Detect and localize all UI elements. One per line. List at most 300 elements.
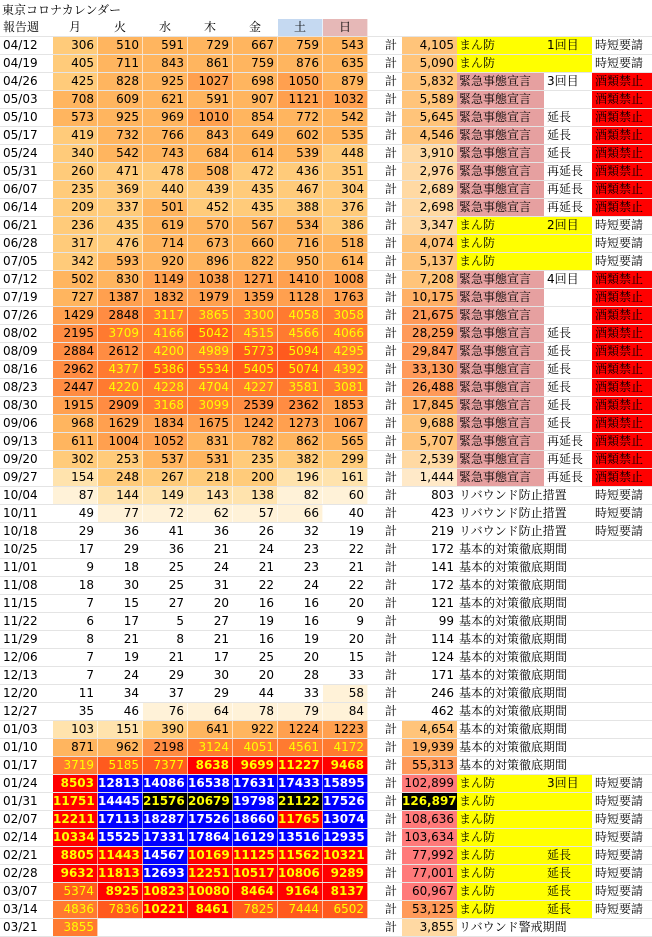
- day-count: 660: [233, 235, 278, 252]
- day-count: 12935: [323, 829, 368, 846]
- day-count: 36: [143, 541, 188, 558]
- week-total: 171: [402, 667, 457, 684]
- day-count: 4172: [323, 739, 368, 756]
- total-label: 計: [384, 542, 397, 556]
- measure-status: 緊急事態宣言: [457, 469, 544, 486]
- week-total: 102,899: [402, 775, 457, 792]
- measure-phase: [544, 739, 592, 756]
- week-date: 05/03: [3, 92, 38, 106]
- day-count: 925: [98, 109, 143, 126]
- table-row: [0, 163, 652, 181]
- day-count: 4200: [143, 343, 188, 360]
- day-count: 77: [98, 505, 143, 522]
- day-count: 35: [53, 703, 98, 720]
- day-count: 1979: [188, 289, 233, 306]
- day-count: 1008: [323, 271, 368, 288]
- day-count: 2848: [98, 307, 143, 324]
- measure-phase: [544, 523, 592, 540]
- day-count: 8137: [323, 883, 368, 900]
- day-count: 235: [53, 181, 98, 198]
- measure-status: 緊急事態宣言: [457, 73, 544, 90]
- day-count: 23: [278, 559, 323, 576]
- week-total: 3,855: [402, 919, 457, 936]
- table-row: [0, 577, 652, 595]
- day-count: 16538: [188, 775, 233, 792]
- day-count: 1834: [143, 415, 188, 432]
- day-count: 31: [188, 577, 233, 594]
- day-count: 968: [53, 415, 98, 432]
- day-count: 602: [278, 127, 323, 144]
- table-row: [0, 145, 652, 163]
- week-total: 60,967: [402, 883, 457, 900]
- total-label: 計: [384, 416, 397, 430]
- day-count: 44: [233, 685, 278, 702]
- measure-phase: 延長: [547, 326, 572, 340]
- day-count: 11227: [278, 757, 323, 774]
- business-request: 酒類禁止: [592, 379, 652, 396]
- week-date: 10/04: [3, 488, 38, 502]
- table-row: [0, 739, 652, 757]
- total-label: 計: [384, 884, 397, 898]
- day-count: 5405: [233, 361, 278, 378]
- measure-status: まん防: [457, 883, 544, 900]
- day-count: 5374: [53, 883, 98, 900]
- day-count: 342: [53, 253, 98, 270]
- table-row: [0, 721, 652, 739]
- week-total: 4,074: [402, 235, 457, 252]
- week-date: 05/17: [3, 128, 38, 142]
- week-date: 09/20: [3, 452, 38, 466]
- total-label: 計: [384, 902, 397, 916]
- total-label: 計: [384, 506, 397, 520]
- week-total: 26,488: [402, 379, 457, 396]
- day-count: 543: [323, 37, 368, 54]
- day-count: 10169: [188, 847, 233, 864]
- table-row: [0, 325, 652, 343]
- day-count: 1052: [143, 433, 188, 450]
- day-count: 29: [188, 685, 233, 702]
- day-count: 478: [143, 163, 188, 180]
- day-count: 8: [143, 631, 188, 648]
- day-count: 12813: [98, 775, 143, 792]
- business-request: 酒類禁止: [592, 163, 652, 180]
- business-request: 時短要請: [595, 254, 644, 268]
- day-count: 7825: [233, 901, 278, 918]
- table-row: [0, 451, 652, 469]
- business-request: 時短要請: [595, 218, 644, 232]
- business-request: [592, 649, 652, 666]
- day-count: 20679: [188, 793, 233, 810]
- day-count: 11751: [53, 793, 98, 810]
- day-count: 405: [53, 55, 98, 72]
- day-count: 425: [53, 73, 98, 90]
- day-count: 3124: [188, 739, 233, 756]
- week-date: 08/09: [3, 344, 38, 358]
- week-total: 29,847: [402, 343, 457, 360]
- business-request: 時短要請: [595, 236, 644, 250]
- business-request: [592, 703, 652, 720]
- day-count: 20: [188, 595, 233, 612]
- business-request: 時短要請: [595, 866, 644, 880]
- day-count: 1004: [98, 433, 143, 450]
- business-request: 酒類禁止: [592, 469, 652, 486]
- day-count: 7: [53, 595, 98, 612]
- day-count: 236: [53, 217, 98, 234]
- business-request: 酒類禁止: [592, 397, 652, 414]
- day-count: 471: [98, 163, 143, 180]
- day-count: 267: [143, 469, 188, 486]
- total-label: 計: [384, 722, 397, 736]
- day-count: 502: [53, 271, 98, 288]
- day-count: 28: [278, 667, 323, 684]
- day-count: 4377: [98, 361, 143, 378]
- header-row: [0, 19, 652, 37]
- week-total: 5,645: [402, 109, 457, 126]
- business-request: 酒類禁止: [592, 127, 652, 144]
- measure-phase: 延長: [544, 901, 592, 918]
- week-date: 05/24: [3, 146, 38, 160]
- day-count: 920: [143, 253, 188, 270]
- table-row: [0, 649, 652, 667]
- total-label: 計: [384, 362, 397, 376]
- measure-status: 緊急事態宣言: [457, 271, 544, 288]
- day-count: 299: [323, 451, 368, 468]
- measure-status: リバウンド防止措置: [459, 506, 567, 520]
- day-count: 248: [98, 469, 143, 486]
- day-count: 15: [98, 595, 143, 612]
- measure-status: まん防: [457, 253, 544, 270]
- measure-phase: 延長: [547, 398, 572, 412]
- day-count: 831: [188, 433, 233, 450]
- table-row: [0, 667, 652, 685]
- day-count: 29: [53, 523, 98, 540]
- day-count: 144: [98, 487, 143, 504]
- measure-phase: [544, 649, 592, 666]
- day-count: 1149: [143, 271, 188, 288]
- business-request: 酒類禁止: [592, 271, 652, 288]
- week-date: 10/25: [3, 542, 38, 556]
- measure-status: 緊急事態宣言: [457, 307, 544, 324]
- day-count: 76: [143, 703, 188, 720]
- table-row: [0, 685, 652, 703]
- week-total: 219: [402, 523, 457, 540]
- measure-phase: [544, 541, 592, 558]
- business-request: 酒類禁止: [592, 361, 652, 378]
- day-count: 17433: [278, 775, 323, 792]
- total-label: 計: [384, 254, 397, 268]
- day-count: 18660: [233, 811, 278, 828]
- day-count: 14086: [143, 775, 188, 792]
- day-count: 21122: [278, 793, 323, 810]
- day-count: 79: [278, 703, 323, 720]
- measure-phase: 延長: [547, 344, 572, 358]
- day-count: 9699: [233, 757, 278, 774]
- week-date: 06/14: [3, 200, 38, 214]
- day-count: 8461: [188, 901, 233, 918]
- total-label: 計: [384, 164, 397, 178]
- measure-phase: [544, 577, 592, 594]
- day-count: 388: [278, 199, 323, 216]
- business-request: 酒類禁止: [592, 73, 652, 90]
- day-count: 614: [233, 145, 278, 162]
- week-date: 08/23: [3, 380, 38, 394]
- business-request: 時短要請: [595, 488, 644, 502]
- business-request: [592, 739, 652, 756]
- day-count: 9: [323, 613, 368, 630]
- day-count: 3099: [188, 397, 233, 414]
- week-date: 04/26: [3, 74, 38, 88]
- day-count: 12251: [188, 865, 233, 882]
- day-count: 5042: [188, 325, 233, 342]
- day-count: 17526: [188, 811, 233, 828]
- header-day-sun: 日: [323, 19, 368, 36]
- sheet-title: 東京コロナカレンダー: [2, 3, 121, 17]
- day-count: 5074: [278, 361, 323, 378]
- day-count: 15: [323, 649, 368, 666]
- week-total: 2,689: [402, 181, 457, 198]
- day-count: 2962: [53, 361, 98, 378]
- week-date: 12/13: [3, 668, 38, 682]
- measure-status: 基本的対策徹底期間: [459, 758, 568, 772]
- measure-phase: [544, 919, 592, 936]
- measure-phase: 2回目: [544, 217, 592, 234]
- total-label: 計: [384, 578, 397, 592]
- table-row: [0, 361, 652, 379]
- measure-status: 基本的対策徹底期間: [459, 650, 568, 664]
- day-count: 2195: [53, 325, 98, 342]
- day-count: 304: [323, 181, 368, 198]
- day-count: 19: [98, 649, 143, 666]
- day-count: 9289: [323, 865, 368, 882]
- day-count: 10221: [143, 901, 188, 918]
- measure-status: 基本的対策徹底期間: [459, 632, 568, 646]
- day-count: 337: [98, 199, 143, 216]
- total-label: 計: [384, 56, 397, 70]
- table-row: [0, 217, 652, 235]
- measure-phase: [544, 559, 592, 576]
- day-count: 154: [53, 469, 98, 486]
- week-total: 126,897: [402, 794, 457, 808]
- day-count: 15525: [98, 829, 143, 846]
- measure-phase: 延長: [547, 146, 572, 160]
- week-total: 1,444: [402, 469, 457, 486]
- day-count: 64: [188, 703, 233, 720]
- day-count: 20: [278, 649, 323, 666]
- day-count: 537: [143, 451, 188, 468]
- business-request: 時短要請: [595, 884, 644, 898]
- day-count: 7: [53, 649, 98, 666]
- day-count: 876: [278, 55, 323, 72]
- measure-status: リバウンド防止措置: [459, 488, 567, 502]
- week-date: 12/20: [3, 686, 38, 700]
- day-count: 2447: [53, 379, 98, 396]
- day-count: 11765: [278, 811, 323, 828]
- measure-phase: [544, 757, 592, 774]
- week-total: 55,313: [402, 757, 457, 774]
- measure-phase: 延長: [547, 362, 572, 376]
- day-count: 3709: [98, 325, 143, 342]
- day-count: [233, 919, 278, 936]
- day-count: 8925: [98, 883, 143, 900]
- total-label: 計: [384, 812, 397, 826]
- measure-phase: [544, 253, 592, 270]
- day-count: 1675: [188, 415, 233, 432]
- day-count: 49: [53, 505, 98, 522]
- day-count: 567: [233, 217, 278, 234]
- day-count: 16: [233, 595, 278, 612]
- week-total: 114: [402, 631, 457, 648]
- week-total: 19,939: [402, 739, 457, 756]
- week-date: 07/12: [3, 272, 38, 286]
- business-request: 時短要請: [595, 776, 644, 790]
- day-count: 476: [98, 235, 143, 252]
- day-count: 518: [323, 235, 368, 252]
- day-count: 435: [233, 181, 278, 198]
- day-count: 10321: [323, 847, 368, 864]
- total-label: 計: [384, 38, 397, 52]
- measure-phase: 4回目: [547, 272, 579, 286]
- week-total: 121: [402, 595, 457, 612]
- week-total: 5,137: [402, 253, 457, 270]
- measure-phase: [544, 631, 592, 648]
- day-count: 472: [233, 163, 278, 180]
- business-request: 時短要請: [595, 524, 644, 538]
- day-count: 539: [278, 145, 323, 162]
- table-row: [0, 253, 652, 271]
- total-label: 計: [384, 182, 397, 196]
- week-total: 2,976: [402, 163, 457, 180]
- business-request: 時短要請: [595, 902, 644, 916]
- measure-status: 緊急事態宣言: [457, 181, 544, 198]
- week-date: 01/10: [3, 740, 38, 754]
- day-count: 1121: [278, 91, 323, 108]
- measure-phase: 延長: [547, 416, 572, 430]
- day-count: 1832: [143, 289, 188, 306]
- business-request: [592, 559, 652, 576]
- day-count: 260: [53, 163, 98, 180]
- day-count: 435: [233, 199, 278, 216]
- table-row: [0, 487, 652, 505]
- day-count: 16: [278, 595, 323, 612]
- table-row: [0, 541, 652, 559]
- measure-phase: [544, 829, 592, 846]
- week-total: 141: [402, 559, 457, 576]
- week-date: 11/22: [3, 614, 38, 628]
- day-count: 591: [143, 37, 188, 54]
- business-request: [592, 757, 652, 774]
- business-request: 酒類禁止: [592, 145, 652, 162]
- table-row: [0, 343, 652, 361]
- measure-phase: 延長: [547, 128, 572, 142]
- header-day-mon: 月: [53, 19, 98, 36]
- business-request: 時短要請: [595, 38, 644, 52]
- measure-phase: 再延長: [547, 452, 584, 466]
- week-date: 07/05: [3, 254, 38, 268]
- day-count: 1429: [53, 307, 98, 324]
- week-total: 99: [402, 613, 457, 630]
- header-day-sat: 土: [278, 19, 323, 36]
- week-date: 08/30: [3, 398, 38, 412]
- day-count: 3719: [53, 757, 98, 774]
- day-count: 22: [233, 577, 278, 594]
- day-count: 619: [143, 217, 188, 234]
- day-count: 84: [323, 703, 368, 720]
- day-count: 922: [233, 721, 278, 738]
- day-count: 351: [323, 163, 368, 180]
- day-count: 614: [323, 253, 368, 270]
- total-label: 計: [384, 776, 397, 790]
- table-row: [0, 199, 652, 217]
- day-count: 17: [98, 613, 143, 630]
- day-count: 40: [323, 505, 368, 522]
- day-count: 3300: [233, 307, 278, 324]
- day-count: 436: [278, 163, 323, 180]
- day-count: 57: [233, 505, 278, 522]
- day-count: 4066: [323, 325, 368, 342]
- table-row: [0, 73, 652, 91]
- measure-status: 緊急事態宣言: [457, 91, 544, 108]
- measure-status: 緊急事態宣言: [457, 343, 544, 360]
- day-count: 382: [278, 451, 323, 468]
- table-row: [0, 271, 652, 289]
- measure-status: 緊急事態宣言: [457, 127, 544, 144]
- day-count: 861: [188, 55, 233, 72]
- measure-phase: [544, 793, 592, 810]
- day-count: 4058: [278, 307, 323, 324]
- day-count: 218: [188, 469, 233, 486]
- day-count: 14445: [98, 793, 143, 810]
- day-count: 8805: [53, 847, 98, 864]
- day-count: 17631: [233, 775, 278, 792]
- day-count: 822: [233, 253, 278, 270]
- week-total: 423: [402, 505, 457, 522]
- day-count: 534: [278, 217, 323, 234]
- week-date: 06/07: [3, 182, 38, 196]
- day-count: 17: [53, 541, 98, 558]
- day-count: 10823: [143, 883, 188, 900]
- day-count: 10517: [233, 865, 278, 882]
- day-count: 843: [143, 55, 188, 72]
- week-date: 01/03: [3, 722, 38, 736]
- total-label: 計: [384, 488, 397, 502]
- measure-status: まん防: [457, 847, 544, 864]
- day-count: 711: [98, 55, 143, 72]
- day-count: 4836: [53, 901, 98, 918]
- calendar-table: [0, 19, 652, 937]
- measure-phase: 再延長: [547, 182, 584, 196]
- day-count: 4704: [188, 379, 233, 396]
- table-row: [0, 883, 652, 901]
- day-count: 4051: [233, 739, 278, 756]
- week-total: 10,175: [402, 289, 457, 306]
- day-count: 11813: [98, 865, 143, 882]
- measure-status: 緊急事態宣言: [457, 145, 544, 162]
- measure-status: まん防: [457, 901, 544, 918]
- week-date: 07/19: [3, 290, 38, 304]
- total-label: 計: [384, 290, 397, 304]
- measure-phase: [544, 55, 592, 72]
- business-request: 時短要請: [595, 830, 644, 844]
- day-count: 18: [53, 577, 98, 594]
- business-request: 時短要請: [595, 794, 644, 808]
- week-total: 4,546: [402, 127, 457, 144]
- day-count: 448: [323, 145, 368, 162]
- day-count: 24: [278, 577, 323, 594]
- week-date: 05/31: [3, 164, 38, 178]
- table-row: [0, 307, 652, 325]
- total-label: 計: [384, 344, 397, 358]
- week-date: 11/29: [3, 632, 38, 646]
